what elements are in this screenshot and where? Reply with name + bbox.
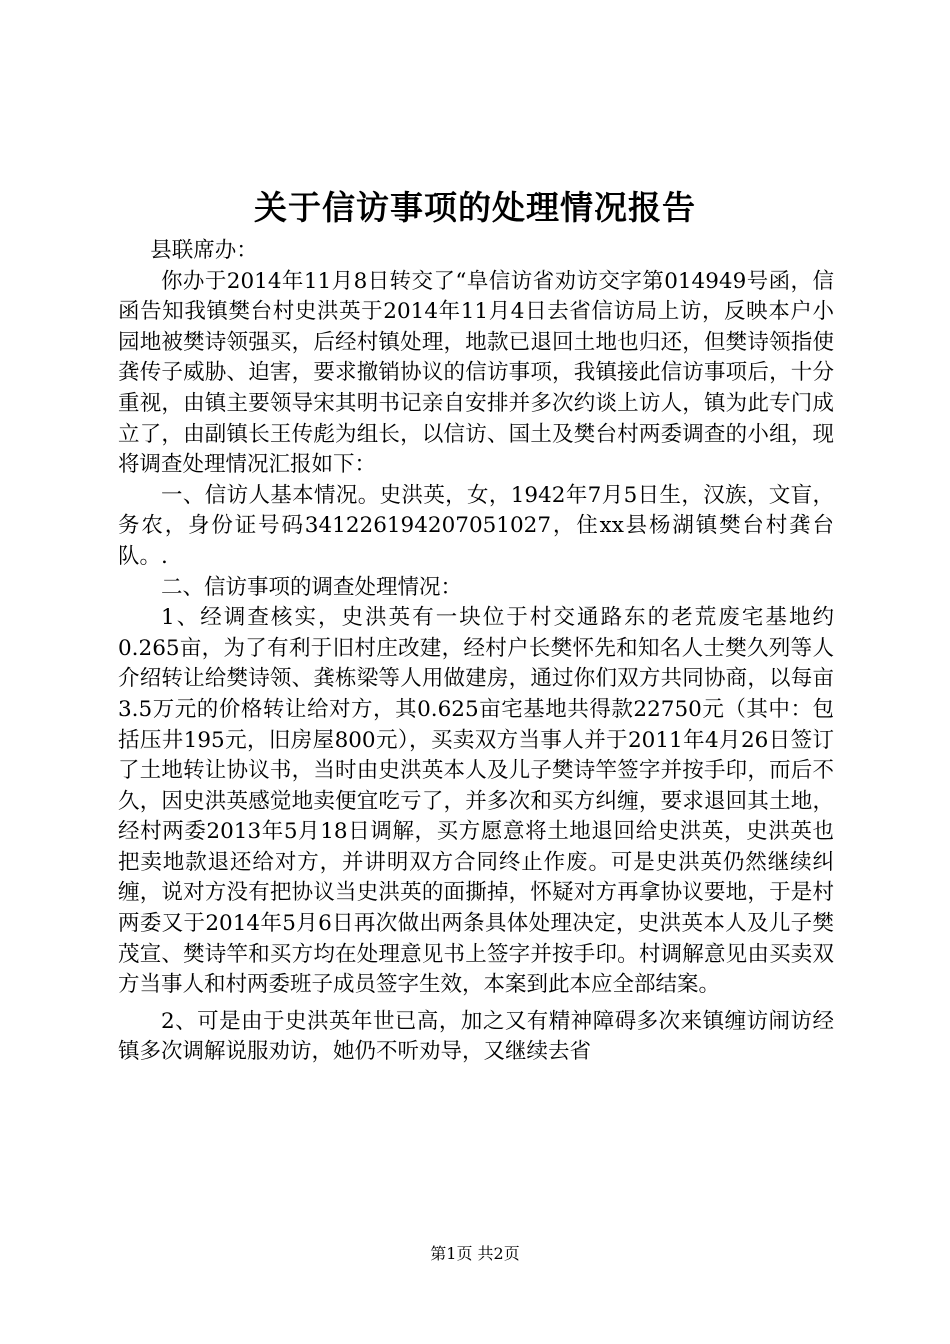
document-body	[118, 236, 834, 1068]
paragraph-item-1: 1、经调查核实，史洪英有一块位于村交通路东的老荒废宅基地约0.265亩，为了有利于旧村庄改建，经村户长樊怀先和知名人士樊久列等人介绍转让给樊诗领、龚栋梁等人用做建房，通过你们双方共同协商，以每亩3.5万元的价格转让给对方，其0.625亩宅基地共得款22750元（其中：包括压井195元，旧房屋800元），买卖双方当事人并于2011年4月26日签订了土地转让协议书，当时由史洪英本人及儿子樊诗竿签字并按手印，而后不久，因史洪英感觉地卖便宜吃亏了，并多次和买方纠缠，要求退回其土地，经村两委2013年5月18日调解，买方愿意将土地退回给史洪英，史洪英也把卖地款退还给对方，并讲明双方合同终止作废。可是史洪英仍然继续纠缠，说对方没有把协议当史洪英的面撕掉，怀疑对方再拿协议要地，于是村两委又于2014年5月6日再次做出两条具体处理决定，史洪英本人及儿子樊茂宣、樊诗竿和买方均在处理意见书上签字并按手印。村调解意见由买卖双方当事人和村两委班子成员签字生效，本案到此本应全部结案。	[118, 605, 834, 998]
salutation: 县联席办：	[150, 238, 258, 263]
paragraph-petitioner-info: 一、信访人基本情况。史洪英，女，1942年7月5日生，汉族，文盲，务农，身份证号码341226194207051027，住xx县杨湖镇樊台村龚台队。.	[118, 482, 834, 569]
document-title: 关于信访事项的处理情况报告	[254, 188, 696, 227]
page-number: 第1页 共2页	[430, 1244, 520, 1263]
paragraph-section-heading: 二、信访事项的调查处理情况：	[161, 574, 463, 600]
paragraph-item-2: 2、可是由于史洪英年世已高，加之又有精神障碍多次来镇缠访闹访经镇多次调解说服劝访，她仍不听劝导，又继续去省	[118, 1008, 834, 1065]
paragraph-intro: 你办于2014年11月8日转交了“阜信访省劝访交字第014949号函，信函告知我镇樊台村史洪英于2014年11月4日去省信访局上访，反映本户小园地被樊诗领强买，后经村镇处理，地款已退回土地也归还，但樊诗领指使龚传子威胁、迫害，要求撤销协议的信访事项，我镇接此信访事项后，十分重视，由镇主要领导宋其明书记亲自安排并多次约谈上访人，镇为此专门成立了，由副镇长王传彪为组长，以信访、国土及樊台村两委调查的小组，现将调查处理情况汇报如下：	[118, 268, 834, 478]
